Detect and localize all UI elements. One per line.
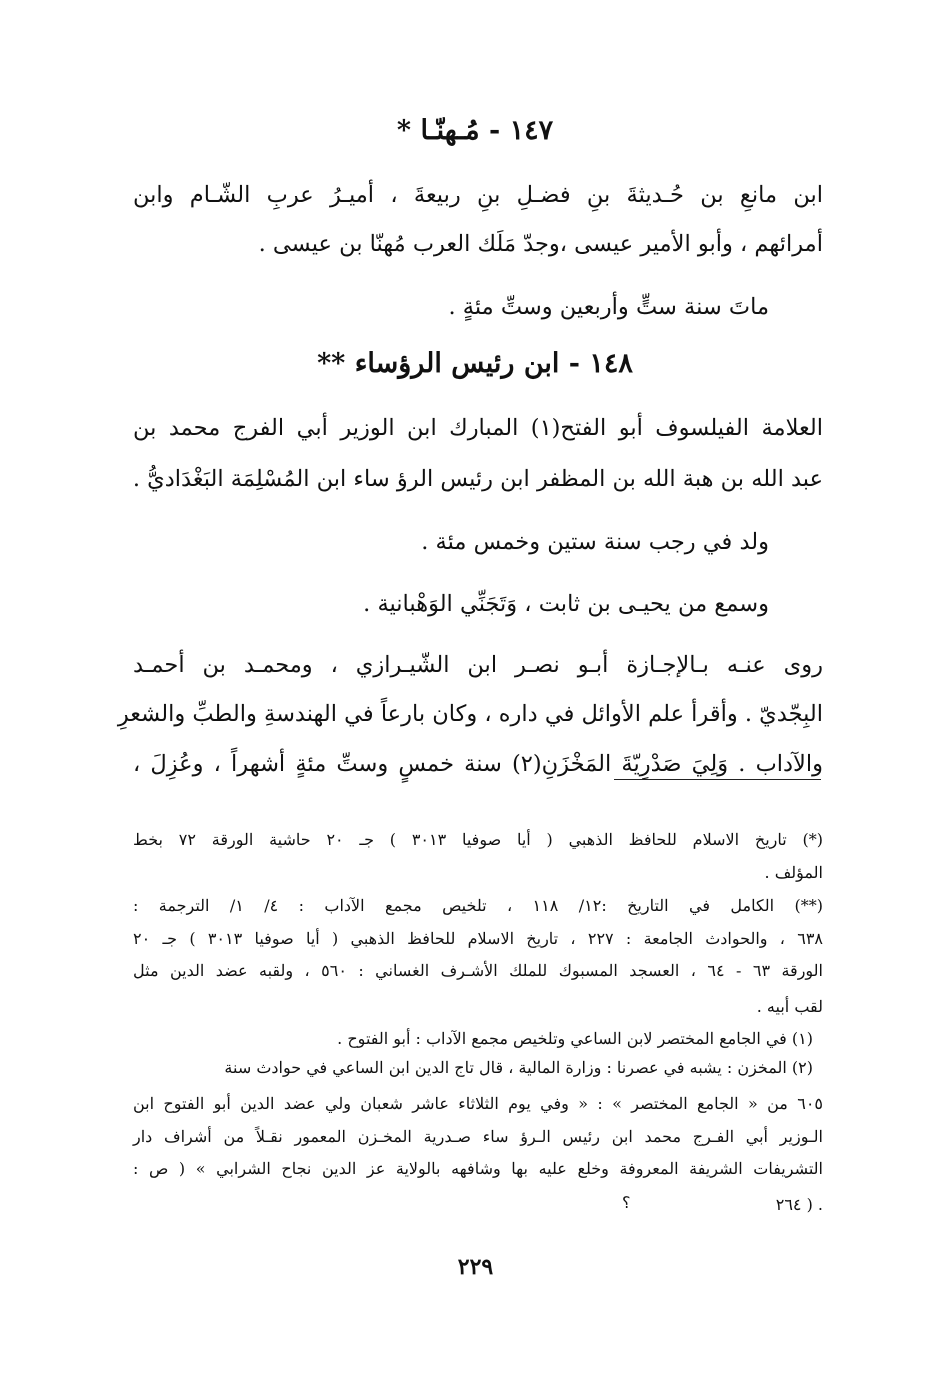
entry-148-line-6: البِجّديّ . وأقرأ علم الأوائل في داره ، وكان بارعاً في الهندسةِ والطبِّ والشعرِ <box>117 701 823 727</box>
entry-148-line-7: والآداب . وَلِيَ صَدْرِيّةَ المَخْزَنِ(٢) سنة خمسٍ وستِّ مئةٍ أشهراً ، وعُزِلَ ، <box>133 751 823 777</box>
entry-147-line-3: ماتَ سنة ستٍّ وأربعين وستِّ مئةٍ . <box>448 294 769 320</box>
footnote-line: الـوزير أبي الفـرج محمد ابن رئيس الـرؤ ساء صـدرية المخـزن المعمور نقـلاً من أشراف دار <box>133 1127 823 1146</box>
footnote-line: (*) تاريخ الاسلام للحافظ الذهبي ( أيا صوفيا ٣٠١٣ ) جـ ٢٠ حاشية الورقة ٧٢ بخط <box>133 830 823 849</box>
entry-147-line-1: ابن مانعِ بن حُـديثةَ بنِ فضـلِ بنِ ربيعةَ ، أميـرُ عربِ الشّـام وابن <box>133 182 823 208</box>
footnote-line: ٦٠٥ من « الجامع المختصر » : « وفي يوم الثلاثاء عاشر شعبان ولي عضد الدين أبو الفتوح ابن <box>133 1094 823 1113</box>
entry-147-heading: ١٤٧ - مُـهنّـا * <box>396 115 554 146</box>
stray-mark: ؟ <box>622 1193 631 1212</box>
footnote-line: ٢٦٤ ) . <box>775 1195 823 1214</box>
entry-148-line-3: ولد في رجب سنة ستين وخمس مئة . <box>421 529 769 555</box>
entry-148-line-1: العلامة الفيلسوف أبو الفتح(١) المبارك ابن الوزير أبي الفرج محمد بن <box>133 415 824 441</box>
entry-148-line-5: روى عنـه بـالإجـازة أبـو نصـر ابن الشّيـرازي ، ومحمـد بن أحمـد <box>133 652 823 678</box>
entry-148-line-2: عبد الله بن هبة الله بن المظفر ابن رئيس الرؤ ساء ابن المُسْلِمَة البَغْدَاديُّ . <box>132 466 823 492</box>
footnote-line: (**) الكامل في التاريخ :١٢/ ١١٨ ، تلخيص مجمع الآداب : ٤/ ١/ الترجمة : <box>133 896 823 915</box>
entry-148-line-4: وسمع من يحيـى بن ثابت ، وَتَجَنِّي الوَهْبانية . <box>363 591 769 617</box>
footnote-line: المؤلف . <box>764 863 823 882</box>
page-number: ٢٢٩ <box>457 1254 494 1280</box>
entry-147-line-2: أمرائهم ، وأبو الأمير عيسى ،وجدّ مَلَك العرب مُهنّا بن عيسى . <box>258 231 823 257</box>
footnote-line: (١) في الجامع المختصر لابن الساعي وتلخيص مجمع الآداب : أبو الفتوح . <box>337 1029 813 1048</box>
footnote-line: الورقة ٦٣ - ٦٤ ، العسجد المسبوك للملك الأشـرف الغساني : ٥٦٠ ، ولقبه عضد الدين مثل <box>133 961 824 980</box>
footnote-line: لقب أبيه . <box>756 997 823 1016</box>
entry-148-heading: ١٤٨ - ابن رئيس الرؤساء ** <box>317 348 633 379</box>
footnote-line: ٦٣٨ ، والحوادث الجامعة : ٢٢٧ ، تاريخ الاسلام للحافظ الذهبي ( أيا صوفيا ٣٠١٣ ) جـ ٢٠ <box>133 929 823 948</box>
footnote-divider <box>614 779 821 780</box>
footnote-line: (٢) المخزن : يشبه في عصرنا : وزارة المالية ، قال تاج الدين ابن الساعي في حوادث سنة <box>224 1058 813 1077</box>
footnote-line: التشريفات الشريفة المعروفة وخلع عليه بها وشافهه بالولاية عز الدين نجاح الشرابي » ( ص : <box>133 1159 823 1178</box>
